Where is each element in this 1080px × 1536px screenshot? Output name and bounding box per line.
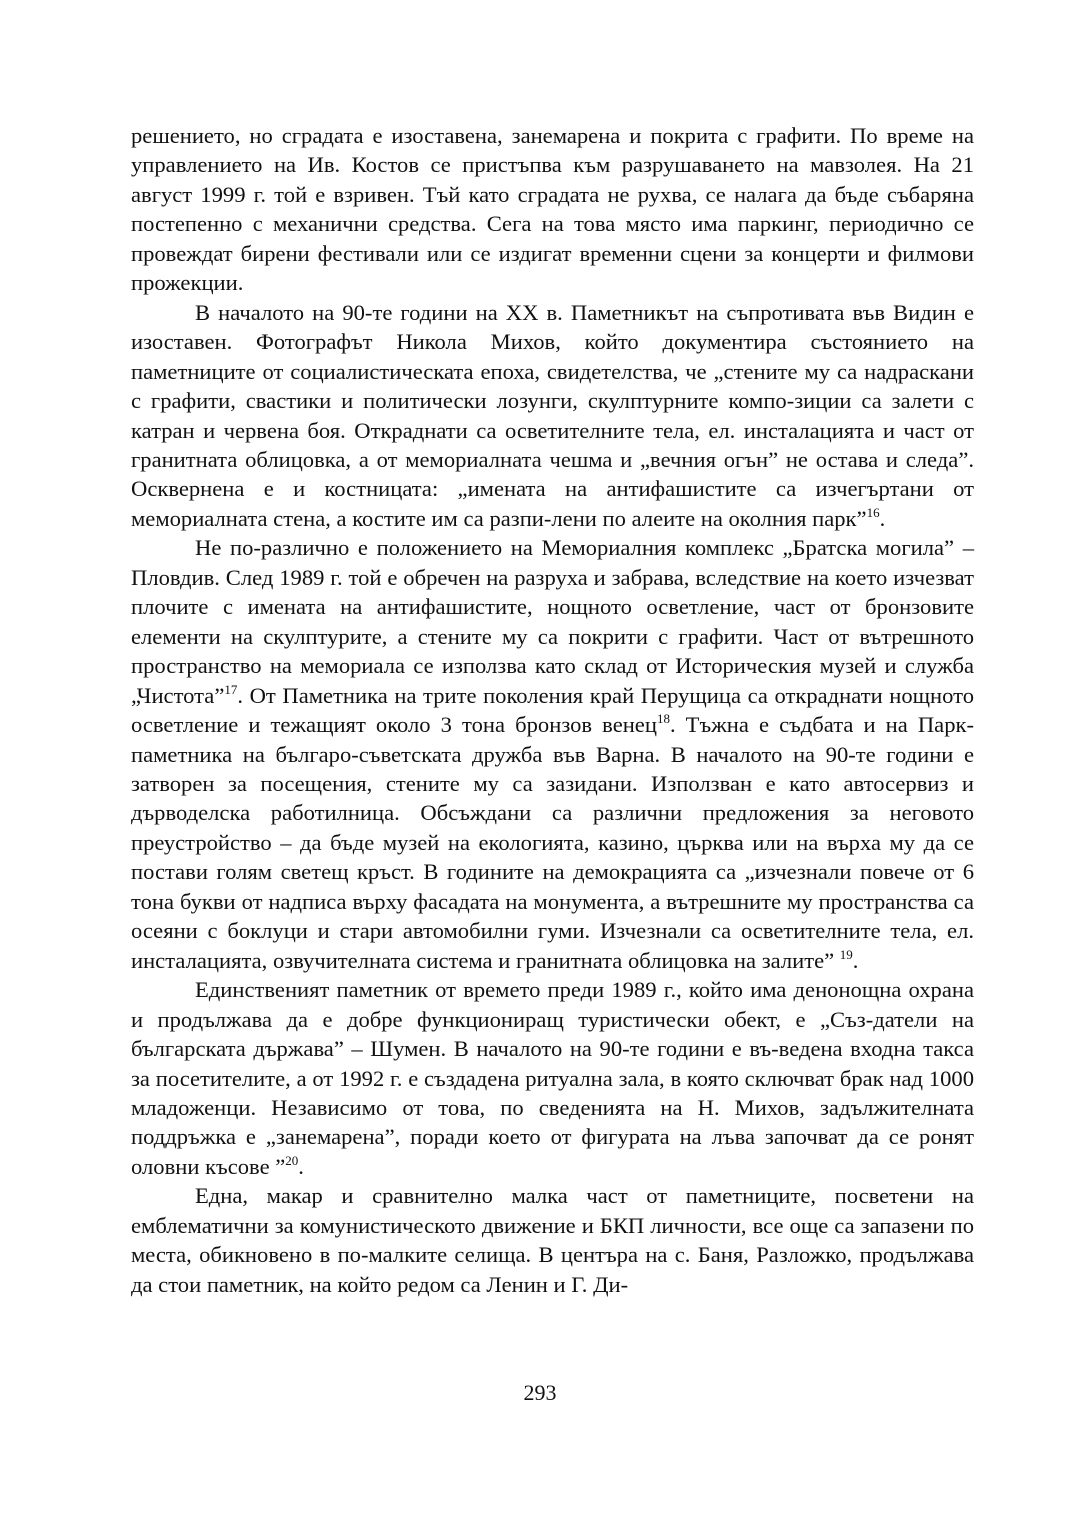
text-run: .	[298, 1153, 304, 1179]
text-run: В началото на 90-те години на XX в. Паметникът на съпротивата във Видин е изоставен. Фотографът Никола Михов, който документира състоянието на паметниците от социалистическата епоха, свидетелства, че „стените му са надраскани с графити, свастики и политически лозунги, скулптурните компо-зиции са залети с катран и червена боя. Откраднати са осветителните тела, ел. инсталацията и част от гранитната облицовка, а от мемориалната чешма и „вечния огън” не остава и следа”. Осквернена е и костницата: „имената на антифашистите са изчегъртани от мемориалната стена, а костите им са разпи-лени по алеите на околния парк”	[131, 299, 974, 531]
text-run: Единственият паметник от времето преди 1989 г., който има денонощна охрана и продължава да е добре функциониращ туристически обект, е „Съз-датели на българската държава” – Шумен. В началото на 90-те години е въ-ведена входна такса за посетителите, а от 1992 г. е създадена ритуална зала, в която сключват брак над 1000 младоженци. Независимо от това, по сведенията на Н. Михов, задължителната поддръжка е „занемарена”, поради което от фигурата на лъва започват да се ронят оловни късове ”	[131, 977, 974, 1179]
footnote-ref: 19	[839, 946, 853, 962]
paragraph-p3	[131, 533, 974, 975]
footnote-ref: 17	[224, 681, 238, 697]
paragraph-p4	[131, 975, 974, 1181]
text-run: . От Паметника на трите поколения край Перущица са откраднати нощното осветление и тежащият около 3 тона бронзов венец	[131, 682, 974, 738]
text-run: решението, но сградата е изоставена, занемарена и покрита с графити. По време на управлението на Ив. Костов се пристъпва към разрушаването на мавзолея. На 21 август 1999 г. той е взривен. Тъй като сградата не рухва, се налага да бъде събаряна постепенно с механични средства. Сега на това място има паркинг, периодично се провеждат бирени фестивали или се издигат временни сцени за концерти и филмови прожекции.	[131, 123, 974, 296]
text-run: Една, макар и сравнително малка част от паметниците, посветени на емблематични за комунистическото движение и БКП личности, все още са запазени по места, обикновено в по-малките селища. В центъра на с. Баня, Разложко, продължава да стои паметник, на който редом са Ленин и Г. Ди-	[131, 1183, 974, 1297]
page-number: 293	[523, 1380, 557, 1405]
text-run: . Тъжна е съдбата и на Парк-паметника на българо-съветската дружба във Варна. В началото на 90-те години е затворен за посещения, стените му са зазидани. Използван е като автосервиз и дърводелска работилница. Обсъждани са различни предложения за неговото преустройство – да бъде музей на екологията, казино, църква или на върха му да се постави голям светещ кръст. В годините на демокрацията са „изчезнали повече от 6 тона букви от надписа върху фасадата на монумента, а вътрешните му пространства са осеяни с боклуци и стари автомобилни гуми. Изчезнали са осветителните тела, ел. инсталацията, озвучителната система и гранитната облицовка на залите”	[131, 712, 974, 973]
footnote-ref: 18	[656, 711, 670, 727]
paragraph-p2	[131, 298, 974, 534]
text-run: .	[879, 505, 886, 531]
text-run: Не по-различно е положението на Мемориалния комплекс „Братска могила” – Пловдив. След 1989 г. той е обречен на разруха и забрава, вследствие на което изчезват плочите с имената на антифашистите, нощното осветление, част от бронзовите елементи на скулптурите, а стените му са покрити с графити. Част от вътрешното пространство на мемориала се използва като склад от Историческия музей и служба „Чистота”	[131, 535, 974, 708]
text-run: .	[852, 947, 859, 973]
paragraph-p1	[131, 121, 974, 298]
body-text	[131, 121, 974, 1299]
paragraph-p5	[131, 1181, 974, 1299]
footnote-ref: 20	[285, 1152, 299, 1168]
footnote-ref: 16	[866, 504, 880, 520]
